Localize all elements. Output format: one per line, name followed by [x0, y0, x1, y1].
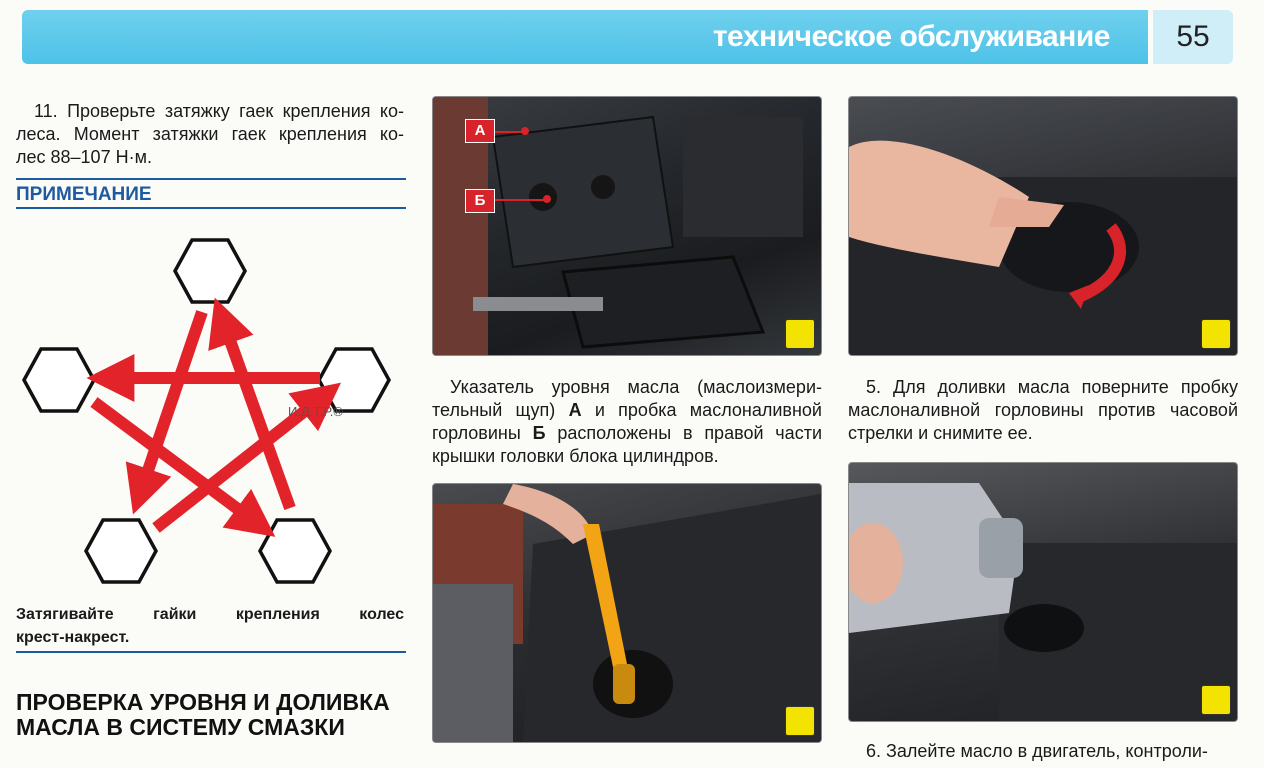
note-rule-bottom — [16, 207, 406, 209]
section-heading-line-2: МАСЛА В СИСТЕМУ СМАЗКИ — [16, 714, 345, 740]
dipstick-caption — [432, 376, 822, 468]
pouring-oil-photo — [848, 462, 1238, 722]
step-5-text — [848, 376, 1238, 445]
publisher-logo-badge — [1201, 319, 1231, 349]
note-caption-line-2: крест-накрест. — [16, 629, 130, 646]
step-11-line-2: леса. Момент затяжки гаек крепления ко- — [16, 124, 404, 144]
note-heading: ПРИМЕЧАНИЕ — [16, 184, 152, 205]
step-5-line-2: маслоналивной горловины против часовой — [848, 400, 1238, 420]
dipstick-illustration — [433, 484, 821, 742]
note-caption — [16, 603, 404, 649]
marker-a-leader — [495, 131, 523, 133]
nut-bottom-right — [260, 520, 330, 582]
header-bar — [22, 10, 1148, 64]
caption-text: тельный щуп) — [432, 400, 569, 420]
note-rule-end — [16, 651, 406, 653]
dipstick-caption-line-3 — [432, 422, 822, 445]
step-11-line-1: 11. Проверьте затяжку гаек крепления ко- — [34, 101, 404, 121]
nut-right — [319, 349, 389, 411]
publisher-logo-badge — [785, 706, 815, 736]
caption-word-2: гайки — [153, 606, 197, 623]
wheel-nut-star-diagram — [16, 232, 406, 592]
section-heading-line-1: ПРОВЕРКА УРОВНЯ И ДОЛИВКА — [16, 689, 390, 715]
dipstick-caption-line-2 — [432, 399, 822, 422]
tightening-arrows — [94, 312, 324, 528]
step-5-line-1: 5. Для доливки масла поверните пробку — [866, 377, 1238, 397]
publisher-logo-badge — [1201, 685, 1231, 715]
caption-text: горловины — [432, 423, 533, 443]
marker-a-dot — [521, 127, 529, 135]
caption-marker-a: А — [568, 400, 582, 420]
nut-bottom-left — [86, 520, 156, 582]
nut-top — [175, 240, 245, 302]
nut-left — [24, 349, 94, 411]
section-heading — [16, 690, 390, 740]
caption-word-1: Затягивайте — [16, 606, 114, 623]
oil-cap-illustration — [849, 97, 1237, 355]
oil-bottle-illustration — [849, 463, 1237, 721]
step-6-line-1: 6. Залейте масло в двигатель, контроли- — [866, 741, 1208, 761]
note-rule-top — [16, 178, 406, 180]
step-11-line-3: лес 88–107 Н·м. — [16, 147, 152, 167]
dipstick-caption-line-4: крышки головки блока цилиндров. — [432, 446, 719, 466]
marker-b-leader — [495, 199, 545, 201]
step-11-text — [16, 100, 404, 169]
step-6-text — [848, 740, 1238, 763]
publisher-watermark: И.Д.Т.Р.® — [288, 404, 343, 419]
page-number-box — [1153, 10, 1233, 64]
marker-a: А — [465, 119, 495, 143]
caption-word-4: колес — [359, 606, 404, 623]
section-title: техническое обслуживание — [712, 20, 1110, 53]
caption-marker-b: Б — [532, 423, 546, 443]
note-caption-line-1 — [16, 603, 404, 626]
marker-b-dot — [543, 195, 551, 203]
dipstick-photo — [432, 483, 822, 743]
arrow-bottom-right-to-top — [222, 318, 290, 508]
caption-text: расположены в правой части — [545, 423, 822, 443]
dipstick-caption-line-1: Указатель уровня масла (маслоизмери- — [450, 377, 822, 397]
step-5-line-3: стрелки и снимите ее. — [848, 423, 1033, 443]
oil-cap-removal-photo — [848, 96, 1238, 356]
engine-bay-photo — [432, 96, 822, 356]
caption-text: и пробка маслоналивной — [581, 400, 822, 420]
marker-b: Б — [465, 189, 495, 213]
page-number: 55 — [1176, 20, 1210, 53]
caption-word-3: крепления — [235, 606, 320, 623]
publisher-logo-badge — [785, 319, 815, 349]
